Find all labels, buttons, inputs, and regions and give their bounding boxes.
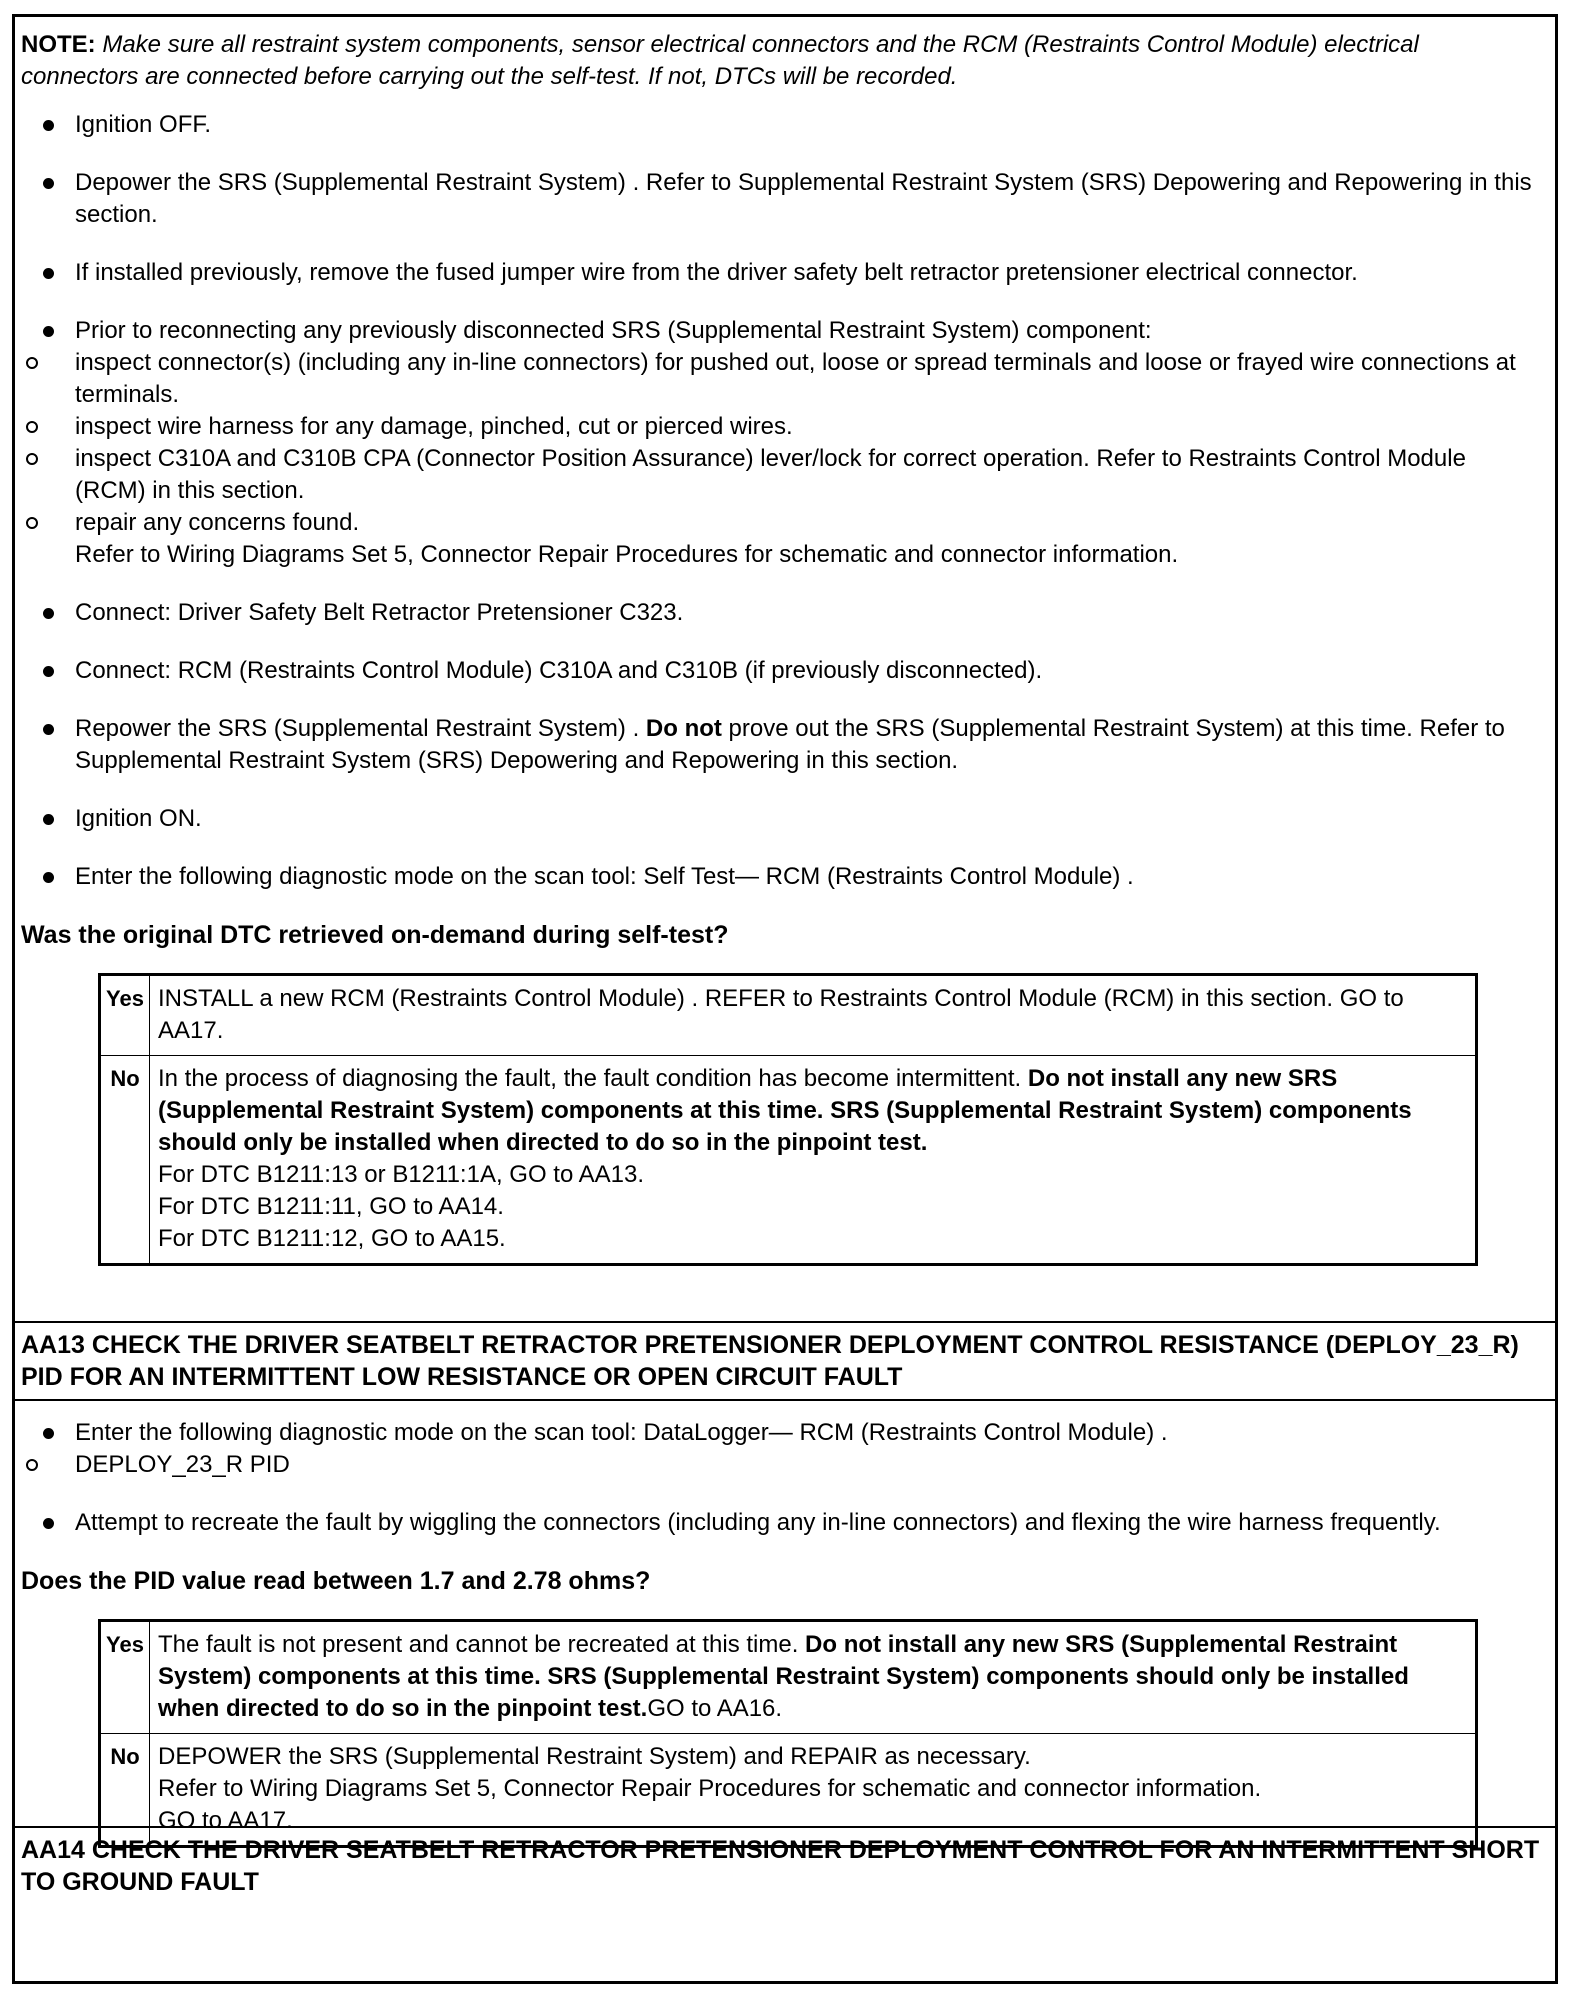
step-repower — [21, 713, 1541, 777]
no-action-refer: Refer to Wiring Diagrams Set 5, Connector Repair Procedures for schematic and connector information. — [158, 1775, 1262, 1802]
aa13-step-datalogger — [21, 1417, 1541, 1481]
aa13-step-list — [21, 1417, 1541, 1539]
yes-action-pre: The fault is not present and cannot be recreated at this time. — [158, 1631, 806, 1658]
aa13-section — [15, 1321, 1555, 1834]
substep-repair-concerns — [23, 507, 1541, 571]
repower-pre: Repower the SRS (Supplemental Restraint System) . — [75, 715, 646, 742]
repower-post: prove out the SRS (Supplemental Restraint System) at this time. Refer to Supplemental Restraint System (SRS) Depowering and Repowering in this section. — [75, 715, 1505, 774]
aa13-step-wiggle: Attempt to recreate the fault by wiggling the connectors (including any in-line connectors) and flexing the wire harness frequently. — [21, 1507, 1541, 1539]
aa13-heading: AA13 CHECK THE DRIVER SEATBELT RETRACTOR PRETENSIONER DEPLOYMENT CONTROL RESISTANCE (DEPLOY_23_R) PID FOR AN INTERMITTENT LOW RESISTANCE OR OPEN CIRCUIT FAULT — [15, 1323, 1555, 1401]
no-key: No — [100, 1056, 150, 1265]
step-prior-reconnect-text: Prior to reconnecting any previously disconnected SRS (Supplemental Restraint System) component: — [75, 317, 1152, 344]
procedure-sheet — [12, 14, 1558, 1984]
aa13-pid-item: DEPLOY_23_R PID — [23, 1449, 1541, 1481]
step-connect-c323: Connect: Driver Safety Belt Retractor Pretensioner C323. — [21, 597, 1541, 629]
no-action — [150, 1056, 1477, 1265]
yes-action: INSTALL a new RCM (Restraints Control Module) . REFER to Restraints Control Module (RCM) in this section. GO to AA17. — [150, 975, 1477, 1056]
step-self-test: Enter the following diagnostic mode on the scan tool: Self Test— RCM (Restraints Control Module) . — [21, 861, 1541, 893]
aa13-step-datalogger-text: Enter the following diagnostic mode on the scan tool: DataLogger— RCM (Restraints Control Module) . — [75, 1419, 1168, 1446]
aa13-result-table — [98, 1619, 1478, 1848]
inspection-sublist — [23, 347, 1541, 571]
yes-action-goto: GO to AA16. — [647, 1695, 783, 1722]
step-prior-reconnect — [21, 315, 1541, 571]
aa13-pid-sublist — [23, 1449, 1541, 1481]
table-row-yes — [100, 975, 1477, 1056]
no-action-depower: DEPOWER the SRS (Supplemental Restraint System) and REPAIR as necessary. — [158, 1743, 1031, 1770]
substep-inspect-harness: inspect wire harness for any damage, pinched, cut or pierced wires. — [23, 411, 1541, 443]
table-row-yes — [100, 1621, 1477, 1734]
no-action-dtc-13: For DTC B1211:13 or B1211:1A, GO to AA13. — [158, 1161, 645, 1188]
note-text: Make sure all restraint system components, sensor electrical connectors and the RCM (Restraints Control Module) electrical connectors are connected before carrying out the self-test. If not, DTCs will be recorded. — [21, 31, 1419, 90]
yes-key: Yes — [100, 975, 150, 1056]
substep-repair-text: repair any concerns found. — [75, 509, 360, 536]
aa12-question: Was the original DTC retrieved on-demand during self-test? — [21, 921, 729, 949]
no-key: No — [100, 1734, 150, 1847]
table-row-no — [100, 1056, 1477, 1265]
no-action-pre: In the process of diagnosing the fault, the fault condition has become intermittent. — [158, 1065, 1028, 1092]
aa12-result-table — [98, 973, 1478, 1266]
aa13-question: Does the PID value read between 1.7 and 2.78 ohms? — [21, 1567, 651, 1595]
repower-bold: Do not — [645, 715, 722, 742]
aa14-heading: AA14 CHECK THE DRIVER SEATBELT RETRACTOR PRETENSIONER DEPLOYMENT CONTROL FOR AN INTERMITTENT SHORT TO GROUND FAULT — [21, 1836, 1540, 1896]
yes-key: Yes — [100, 1621, 150, 1734]
note-label: NOTE: — [21, 31, 96, 58]
yes-action — [150, 1621, 1477, 1734]
substep-inspect-cpa: inspect C310A and C310B CPA (Connector Position Assurance) lever/lock for correct operation. Refer to Restraints Control Module (RCM) in this section. — [23, 443, 1541, 507]
step-ignition-off: Ignition OFF. — [21, 109, 1541, 141]
note-paragraph — [21, 29, 1541, 93]
step-remove-jumper: If installed previously, remove the fused jumper wire from the driver safety belt retractor pretensioner electrical connector. — [21, 257, 1541, 289]
substep-repair-refer: Refer to Wiring Diagrams Set 5, Connector Repair Procedures for schematic and connector information. — [75, 541, 1179, 568]
no-action-dtc-11: For DTC B1211:11, GO to AA14. — [158, 1193, 504, 1220]
no-action-dtc-12: For DTC B1211:12, GO to AA15. — [158, 1225, 506, 1252]
no-action-goto: GO to AA17. — [158, 1807, 293, 1834]
step-depower: Depower the SRS (Supplemental Restraint System) . Refer to Supplemental Restraint System (SRS) Depowering and Repowering in this section. — [21, 167, 1541, 231]
aa12-section — [15, 17, 1555, 1321]
aa14-section — [15, 1826, 1555, 1904]
aa12-step-list — [21, 109, 1541, 893]
step-connect-rcm: Connect: RCM (Restraints Control Module) C310A and C310B (if previously disconnected). — [21, 655, 1541, 687]
step-ignition-on: Ignition ON. — [21, 803, 1541, 835]
substep-inspect-connectors: inspect connector(s) (including any in-line connectors) for pushed out, loose or spread terminals and loose or frayed wire connections at terminals. — [23, 347, 1541, 411]
yes-action-warning: Do not install any new SRS (Supplemental Restraint System) components at this time. SRS (Supplemental Restraint System) components should only be installed when directed to do so in the pinpoint test. — [158, 1631, 1409, 1722]
no-action-warning: Do not install any new SRS (Supplemental Restraint System) components at this time. SRS (Supplemental Restraint System) components should only be installed when directed to do so in the pinpoint test. — [158, 1065, 1412, 1156]
